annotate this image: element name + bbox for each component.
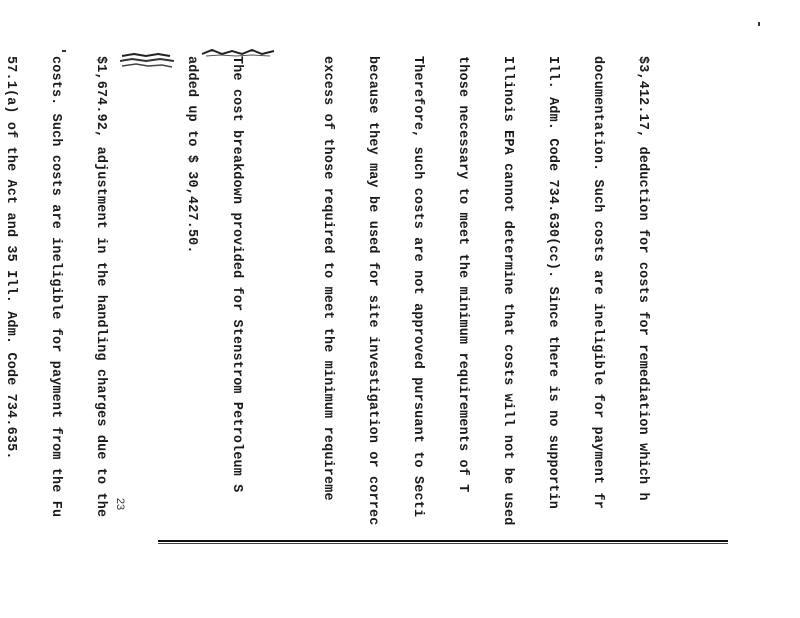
text-line: 57.1(a) of the Act and 35 Ill. Adm. Code 734.635. xyxy=(3,56,18,460)
text-line: those necessary to meet the minimum requirements of T xyxy=(455,56,470,493)
page-side-mark: 23 xyxy=(114,497,127,511)
text-line: documentation. Such costs are ineligible for payment fr xyxy=(590,56,605,509)
scan-line xyxy=(158,540,728,542)
text-line: Ill. Adm. Code 734.630(cc). Since there is no supportin xyxy=(545,56,560,509)
scan-line-shadow xyxy=(158,543,728,544)
corner-mark xyxy=(758,22,760,26)
text-line: The cost breakdown provided for Stenstrom Petroleum S xyxy=(229,56,244,493)
dash-mark xyxy=(62,50,66,52)
text-line: Therefore, such costs are not approved pursuant to Secti xyxy=(410,56,425,518)
text-line: $1,674.92, adjustment in the handling charges due to the xyxy=(93,56,108,518)
text-line: because they may be used for site investigation or correc xyxy=(365,56,380,526)
text-line: costs. Such costs are ineligible for payment from the Fu xyxy=(48,56,63,518)
paragraph-2 xyxy=(154,56,274,616)
text-line: excess of those required to meet the minimum requireme xyxy=(320,56,335,501)
text-line: added up to $ 30,427.50. xyxy=(184,56,199,254)
paragraph-1 xyxy=(290,56,680,616)
text-line: $3,412.17, deduction for costs for remediation which h xyxy=(635,56,650,501)
text-line: Illinois EPA cannot determine that costs will not be used xyxy=(500,56,515,526)
paragraph-3 xyxy=(0,56,138,616)
